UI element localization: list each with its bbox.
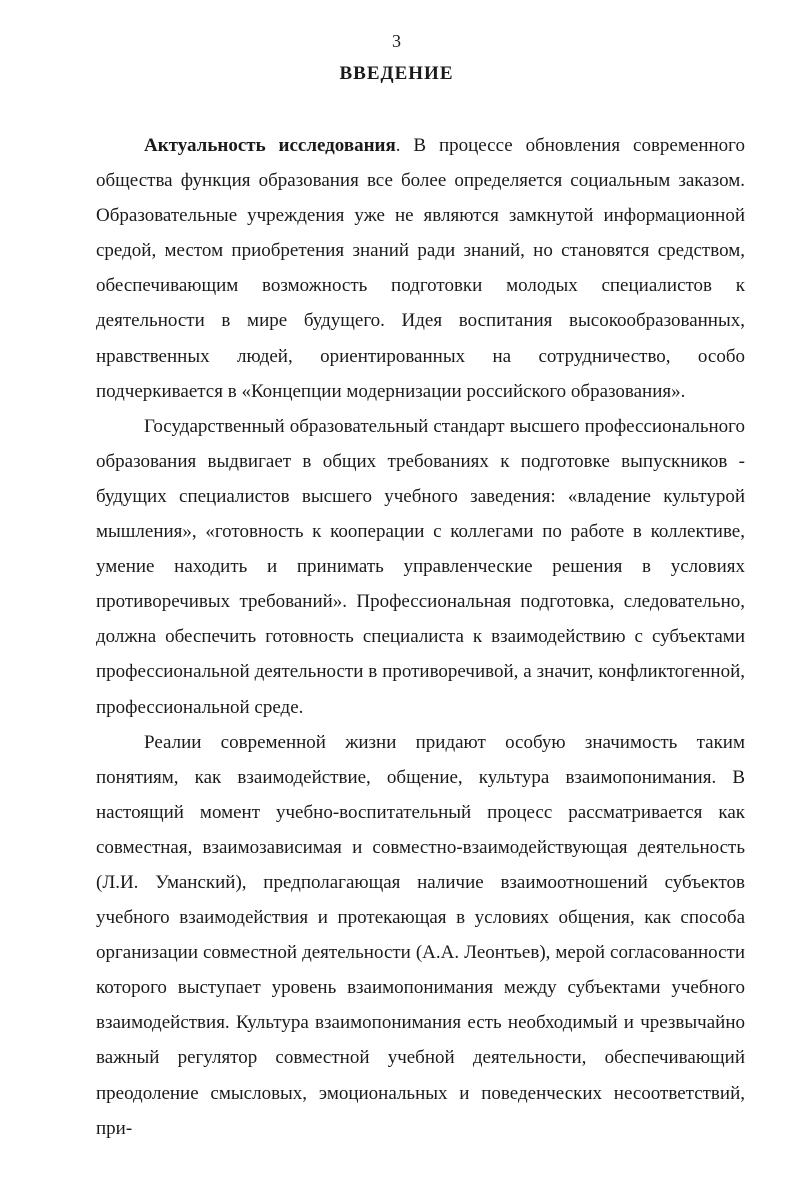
body-text <box>96 128 745 1146</box>
paragraph-relevance <box>96 128 745 409</box>
paragraph-standard: Государственный образовательный стандарт высшего профессионального образования выдвигает в общих требованиях к подготовке выпускников - будущих специалистов высшего учебного заведения: «владение культурой мышления», «готовность к кооперации с коллегами по работе в коллективе, умение находить и принимать управленческие решения в условиях противоречивых требований». Профессиональная подготовка, следовательно, должна обеспечить готовность специалиста к взаимодействию с субъектами профессиональной деятельности в противоречивой, а значит, конфликтогенной, профессиональной среде. <box>96 415 745 718</box>
page-title: ВВЕДЕНИЕ <box>339 63 454 84</box>
page-number: 3 <box>392 31 401 51</box>
paragraph-realities: Реалии современной жизни придают особую значимость таким понятиям, как взаимодействие, общение, культура взаимопонимания. В настоящий момент учебно-воспитательный процесс рассматривается как совместная, взаимозависимая и совместно-взаимодействующая деятельность (Л.И. Уманский), предполагающая наличие взаимоотношений субъектов учебного взаимодействия и протекающая в условиях общения, как способа организации совместной деятельности (А.А. Леонтьев), мерой согласованности которого выступает уровень взаимопонимания между субъектами учебного взаимодействия. Культура взаимопонимания есть необходимый и чрезвычайно важный регулятор совместной учебной деятельности, обеспечивающий преодоление смысловых, эмоциональных и поведенческих несоответствий, при- <box>96 731 745 1139</box>
paragraph-text: . В процессе обновления современного общества функция образования все более определяется социальным заказом. Образовательные учреждения уже не являются замкнутой информационной средой, местом приобретения знаний ради знаний, но становятся средством, обеспечивающим возможность подготовки молодых специалистов к деятельности в мире будущего. Идея воспитания высокообразованных, нравственных людей, ориентированных на сотрудничество, особо подчеркивается в «Концепции модернизации российского образования». <box>96 135 745 402</box>
relevance-heading: Актуальность исследования <box>144 135 396 156</box>
